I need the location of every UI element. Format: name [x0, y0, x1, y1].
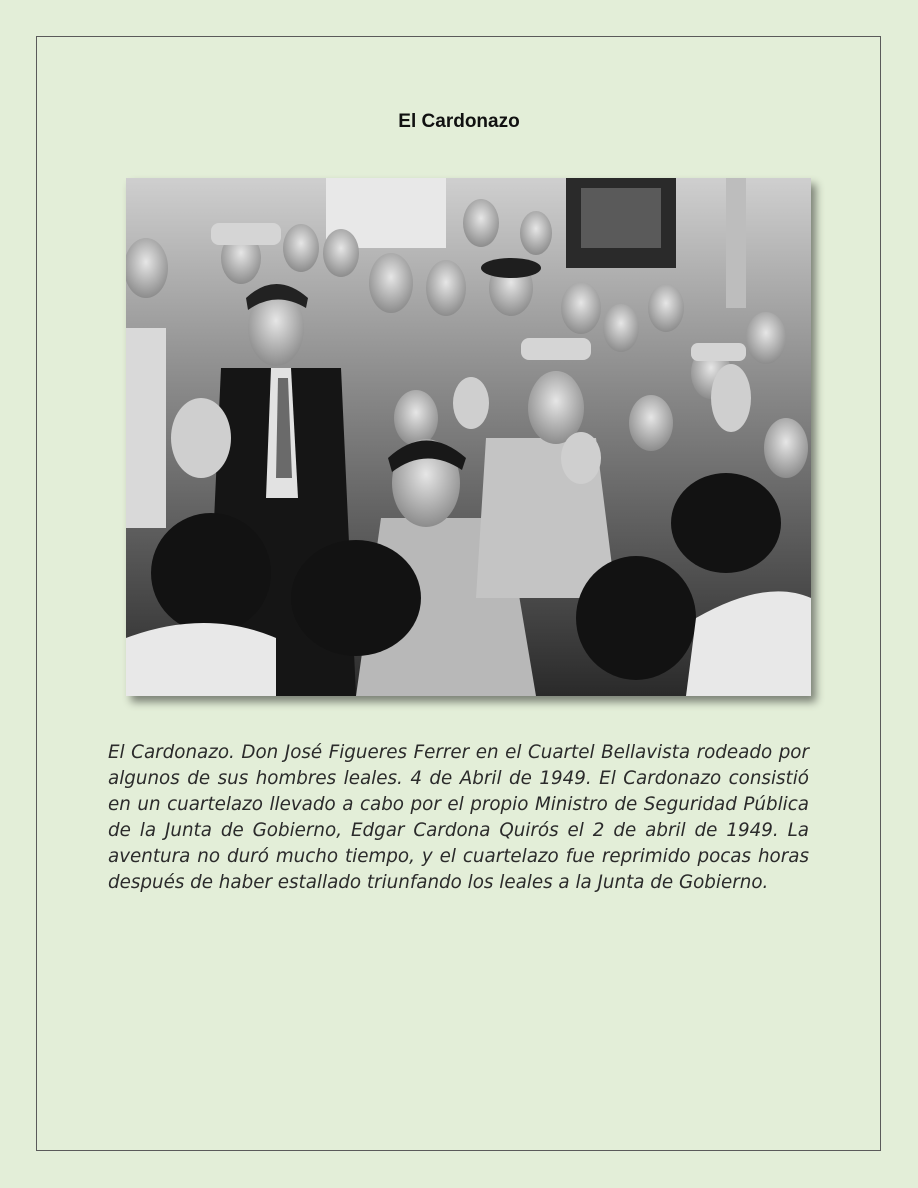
photo-caption: El Cardonazo. Don José Figueres Ferrer en el Cuartel Bellavista rodeado por algunos de sus hombres leales. 4 de Abril de 1949. El Cardonazo consistió en un cuartelazo llevado a cabo por el propio Ministro de Seguridad Pública de la Junta de Gobierno, Edgar Cardona Quirós el 2 de abril de 1949. La aventura no duró mucho tiempo, y el cuartelazo fue reprimido pocas horas después de haber estallado triunfando los leales a la Junta de Gobierno. — [108, 742, 809, 893]
document-title: El Cardonazo — [398, 111, 520, 132]
historical-photo — [126, 178, 811, 696]
